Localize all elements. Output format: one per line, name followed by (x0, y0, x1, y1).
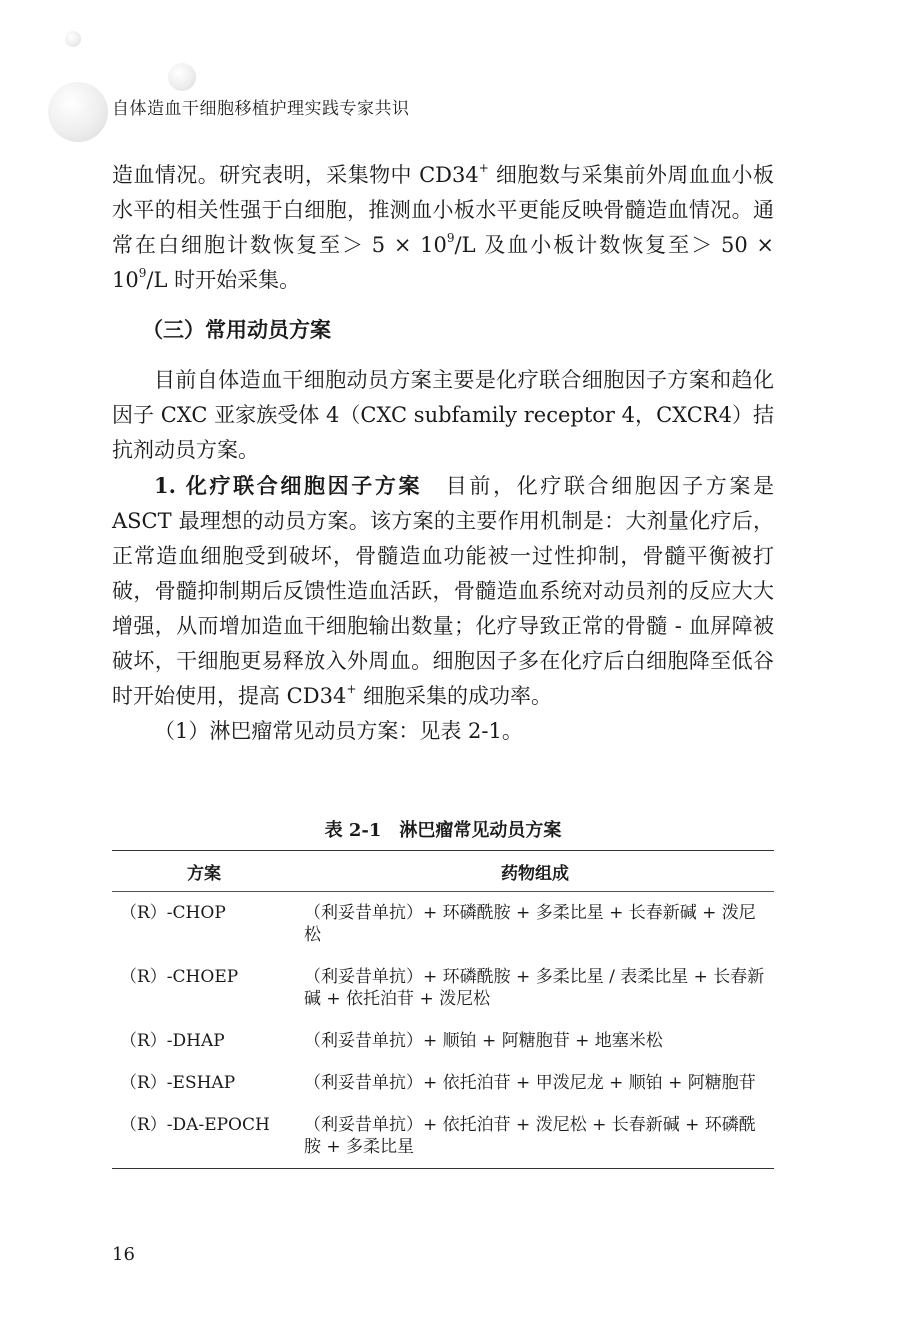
table-header-regimen: 方案 (112, 851, 296, 892)
regimen-cell: （R）-ESHAP (120, 1073, 236, 1093)
paragraph-mobilization-overview: 目前自体造血干细胞动员方案主要是化疗联合细胞因子方案和趋化因子 CXC 亚家族受体 4（CXC subfamily receptor 4，CXCR4）拮抗剂动员方案。 (112, 368, 774, 462)
running-head-title: 自体造血干细胞移植护理实践专家共识 (112, 99, 410, 119)
body-text (112, 158, 774, 749)
drugs-cell: （利妥昔单抗）+ 环磷酰胺 + 多柔比星 + 长春新碱 + 泼尼松 (304, 903, 756, 945)
table-row (112, 1020, 774, 1062)
paragraph-chemo-cytokine: 1. 化疗联合细胞因子方案 目前，化疗联合细胞因子方案是 ASCT 最理想的动员方案。该方案的主要作用机制是：大剂量化疗后，正常造血细胞受到破坏，骨髓造血功能被一过性抑制，骨髓平衡被打破，骨髓抑制期后反馈性造血活跃，骨髓造血系统对动员剂的反应大大增强，从而增加造血干细胞输出数量；化疗导致正常的骨髓 - 血屏障被破坏，干细胞更易释放入外周血。细胞因子多在化疗后白细胞降至低谷时开始使用，提高 CD34+ 细胞采集的成功率。 (112, 473, 774, 708)
paragraph-collection-timing: 造血情况。研究表明，采集物中 CD34+ 细胞数与采集前外周血血小板水平的相关性强于白细胞，推测血小板水平更能反映骨髓造血情况。通常在白细胞计数恢复至＞ $5 \times 10^9/L$ 及血小板计数恢复至＞ $50 \times 10^9/L$ 时开始采集。 (112, 161, 774, 292)
page-number: 16 (112, 1244, 135, 1265)
regimen-cell: （R）-CHOP (120, 903, 226, 923)
drugs-cell: （利妥昔单抗）+ 依托泊苷 + 甲泼尼龙 + 顺铂 + 阿糖胞苷 (304, 1073, 756, 1093)
table-row (112, 956, 774, 1020)
table-row (112, 1062, 774, 1104)
paragraph-table-reference: （1）淋巴瘤常见动员方案：见表 2-1。 (154, 719, 523, 743)
drugs-cell: （利妥昔单抗）+ 环磷酰胺 + 多柔比星 / 表柔比星 + 长春新碱 + 依托泊苷 + 泼尼松 (304, 967, 765, 1009)
decorative-bubble-small (65, 31, 81, 47)
table-caption: 表 2-1 淋巴瘤常见动员方案 (324, 820, 562, 841)
regimen-cell: （R）-DHAP (120, 1031, 225, 1051)
section-heading: （三）常用动员方案 (142, 317, 331, 342)
table-row (112, 1104, 774, 1169)
drugs-cell: （利妥昔单抗）+ 顺铂 + 阿糖胞苷 + 地塞米松 (304, 1031, 663, 1051)
decorative-bubble-large (48, 82, 108, 142)
regimen-cell: （R）-DA-EPOCH (112, 1104, 296, 1169)
drugs-cell: （利妥昔单抗）+ 依托泊苷 + 泼尼松 + 长春新碱 + 环磷酰胺 + 多柔比星 (296, 1104, 774, 1169)
table-header-drugs: 药物组成 (296, 851, 774, 892)
table-row (112, 892, 774, 957)
regimen-cell: （R）-CHOEP (120, 967, 239, 987)
subsection-lead: 1. 化疗联合细胞因子方案 (154, 473, 423, 498)
regimen-table (112, 850, 774, 1169)
decorative-bubble-medium (168, 63, 196, 91)
